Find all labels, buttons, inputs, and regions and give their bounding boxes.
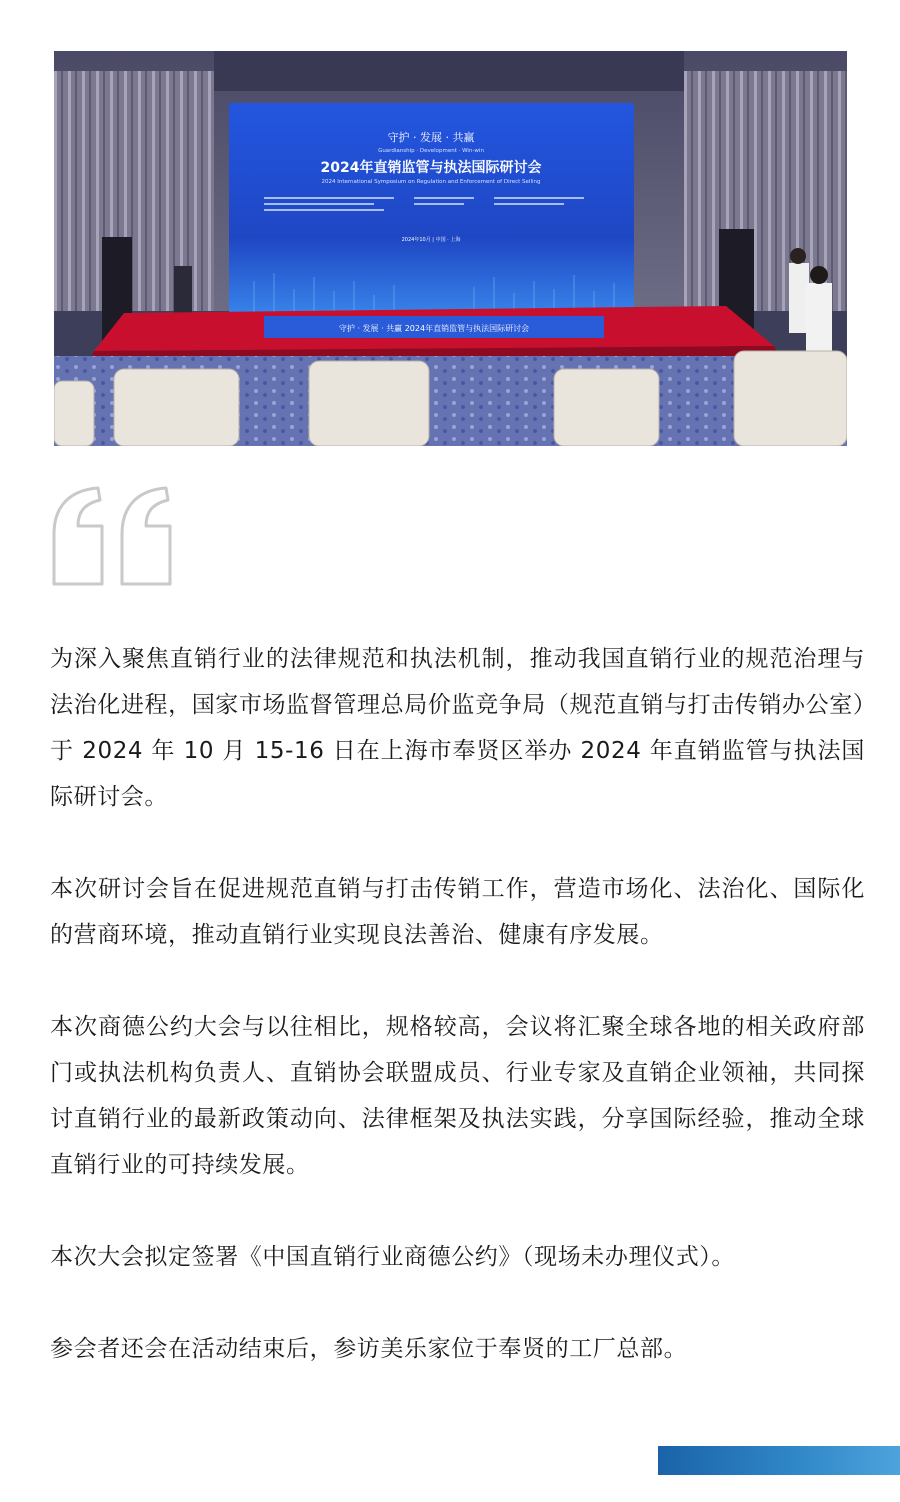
sofa-2: [309, 361, 429, 446]
screen-title: 2024年直销监管与执法国际研讨会: [320, 160, 542, 176]
paragraph-signing: 本次大会拟定签署《中国直销行业商德公约》（现场未办理仪式）。: [50, 1244, 735, 1270]
screen-date: 2024年10月 | 中国 · 上海: [401, 237, 461, 243]
screen-subtitle: 2024 International Symposium on Regulation and Enforcement of Direct Selling: [321, 179, 541, 185]
screen-slogan-en: Guardianship · Development · Win-win: [378, 148, 484, 154]
sofa-4: [734, 351, 847, 446]
paragraph-intro: 为深入聚焦直销行业的法律规范和执法机制，推动我国直销行业的规范治理与法治化进程，国家市场监督管理总局价监竞争局（规范直销与打击传销办公室）于 2024 年 10 月 15-16 日在上海市奉贤区举办 2024 年直销监管与执法国际研讨会。: [50, 646, 865, 810]
article-body: [50, 636, 865, 1372]
screen-slogan: 守护 · 发展 · 共赢: [387, 131, 475, 144]
bottom-accent-bar: [658, 1446, 900, 1475]
opening-quote-icon: [48, 486, 176, 588]
paragraph-scale: 本次商德公约大会与以往相比，规格较高，会议将汇聚全球各地的相关政府部门或执法机构负责人、直销协会联盟成员、行业专家及直销企业领袖，共同探讨直销行业的最新政策动向、法律框架及执法实践，分享国际经验，推动全球直销行业的可持续发展。: [50, 1014, 865, 1178]
paragraph-visit: 参会者还会在活动结束后，参访美乐家位于奉贤的工厂总部。: [50, 1336, 688, 1362]
sofa-1: [114, 369, 239, 446]
paragraph-purpose: 本次研讨会旨在促进规范直销与打击传销工作，营造市场化、法治化、国际化的营商环境，推动直销行业实现良法善治、健康有序发展。: [50, 876, 865, 948]
stage-banner: 守护 · 发展 · 共赢 2024年直销监管与执法国际研讨会: [338, 324, 530, 333]
event-photo: [54, 51, 847, 446]
sofa-3: [554, 369, 659, 446]
